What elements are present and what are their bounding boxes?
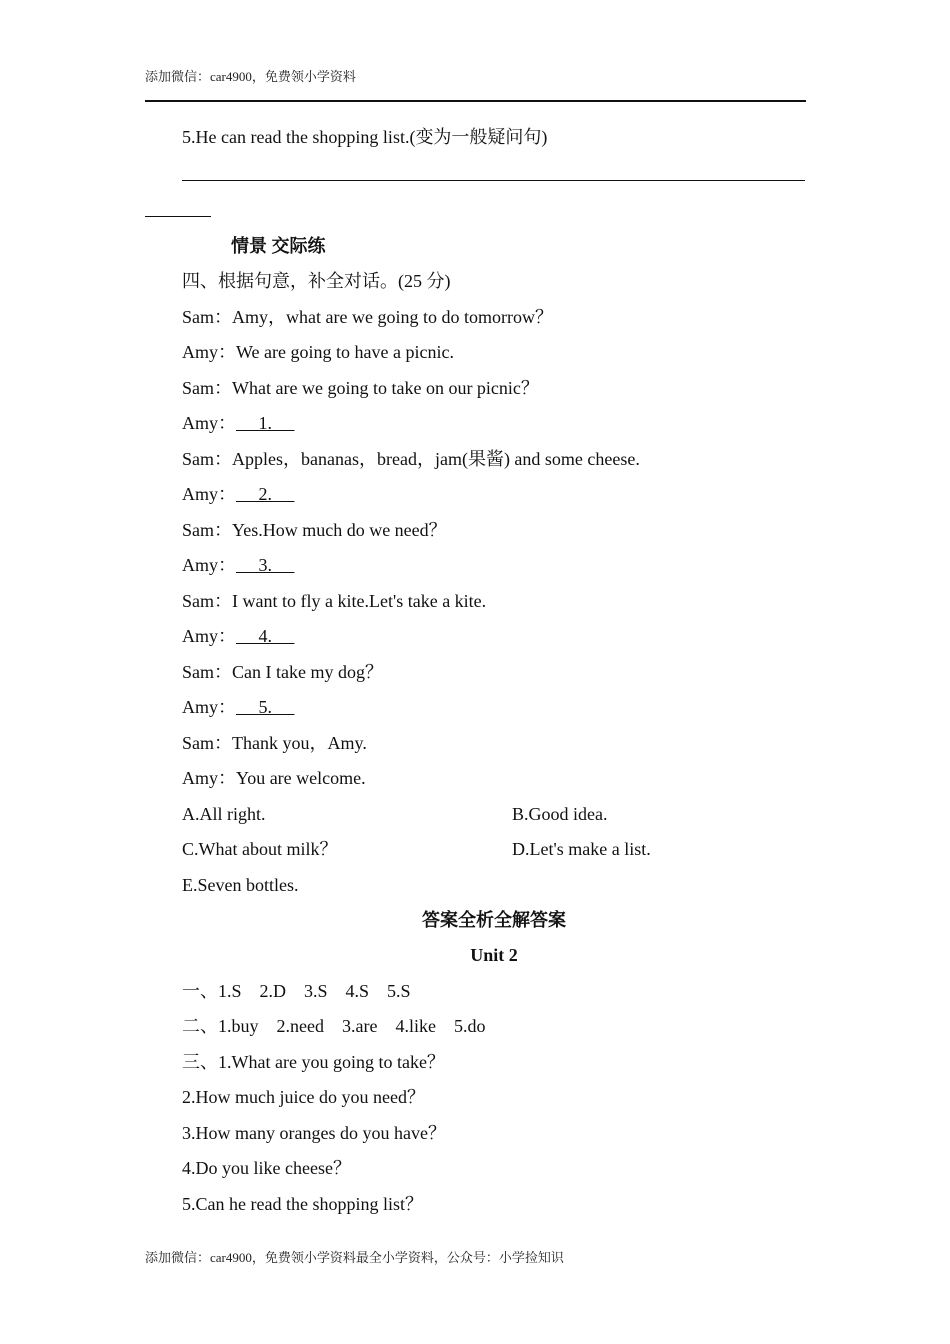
page-header: 添加微信：car4900，免费领小学资料 [145,69,356,84]
dialogue-line: Amy：We are going to have a picnic. [182,342,454,362]
option-d: D.Let's make a list. [512,839,651,859]
dialogue-line: Sam：Amy，what are we going to do tomorrow？ [182,307,553,327]
dialogue-line: Sam：What are we going to take on our picnic？ [182,378,539,398]
blank-1[interactable]: 1. [258,413,272,433]
blank-4[interactable]: 4. [258,626,272,646]
dialogue-line: Sam：I want to fly a kite.Let's take a kite. [182,591,487,611]
dialogue-line: Sam：Yes.How much do we need？ [182,520,447,540]
section-4-title: 四、根据句意，补全对话。(25 分) [182,271,451,291]
option-c: C.What about milk？ [182,839,338,859]
blank-3[interactable]: 3. [258,555,272,575]
blank-5[interactable]: 5. [258,697,272,717]
option-a: A.All right. [182,804,266,824]
dialogue-line: Amy：You are welcome. [182,768,366,788]
answer-line-item: 三、1.What are you going to take？ [182,1052,445,1072]
page-footer: 添加微信：car4900，免费领小学资料最全小学资料，公众号：小学捡知识 [145,1250,564,1265]
dialogue-line: Amy： 5. [182,696,295,718]
answer-line-item: 二、1.buy 2.need 3.are 4.like 5.do [182,1016,486,1036]
blank-2[interactable]: 2. [258,484,272,504]
answers-title: 答案全析全解答案 [422,910,566,930]
dialogue-line: Amy： 4. [182,625,295,647]
dialogue-line: Sam：Apples，bananas，bread，jam(果酱) and some cheese. [182,449,640,469]
answer-line-item: 4.Do you like cheese？ [182,1158,351,1178]
answers-unit: Unit 2 [470,945,518,965]
answer-line [182,180,805,181]
dialogue-line: Sam：Thank you，Amy. [182,733,367,753]
dialogue-line: Amy： 2. [182,483,295,505]
answer-line-item: 3.How many oranges do you have？ [182,1123,446,1143]
answer-line-item: 一、1.S 2.D 3.S 4.S 5.S [182,981,411,1001]
header-divider [145,100,806,102]
answer-line-continuation [145,216,211,217]
option-b: B.Good idea. [512,804,608,824]
dialogue-line: Sam：Can I take my dog？ [182,662,383,682]
question-5: 5.He can read the shopping list.(变为一般疑问句) [182,127,548,147]
dialogue-line: Amy： 1. [182,412,295,434]
answer-line-item: 2.How much juice do you need？ [182,1087,425,1107]
answer-line-item: 5.Can he read the shopping list？ [182,1194,423,1214]
option-e: E.Seven bottles. [182,875,299,895]
dialogue-line: Amy： 3. [182,554,295,576]
section-title: 情景 交际练 [231,236,326,256]
